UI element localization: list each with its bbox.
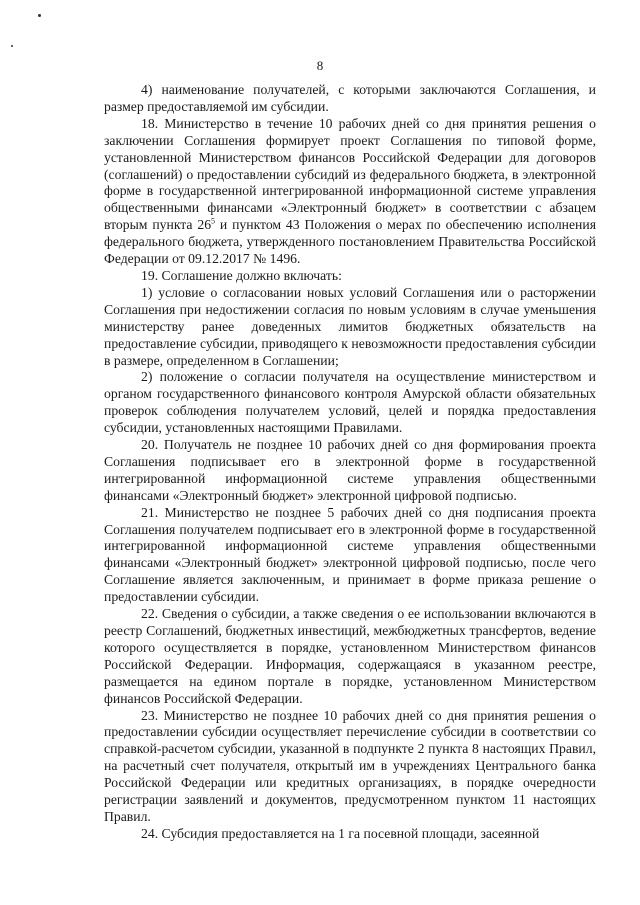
paragraph-24: 24. Субсидия предоставляется на 1 га посевной площади, засеянной [141, 825, 540, 841]
paragraph-18 [104, 116, 596, 268]
paragraph-17-4: 4) наименование получателей, с которыми заключаются Соглашения, и размер предоставляемой им субсидии. [104, 82, 596, 114]
scan-speck [38, 14, 41, 17]
paragraph-19: 19. Соглашение должно включать: [141, 267, 342, 283]
paragraph-19-1: 1) условие о согласовании новых условий Соглашения или о расторжении Соглашения при недостижении согласия по новым условиям в случае уменьшения министерству ранее доведенных лимитов бюджетных обязательств на предоставление субсидии, приводящего к невозможности предоставления субсидии в размере, определенном в Соглашении; [104, 284, 596, 368]
paragraph-23: 23. Министерство не позднее 10 рабочих дней со дня принятия решения о предоставлении субсидии осуществляет перечисление субсидии в соответствии со справкой-расчетом субсидии, указанной в подпункте 2 пункта 8 настоящих Правил, на расчетный счет получателя, открытый им в учреждениях Центрального банка Российской Федерации или кредитных организациях, в порядке очередности регистрации заявлений и документов, предусмотренном пунктом 11 настоящих Правил. [104, 707, 596, 824]
document-body [104, 82, 596, 843]
paragraph-22: 22. Сведения о субсидии, а также сведения о ее использовании включаются в реестр Соглашений, бюджетных инвестиций, межбюджетных трансфертов, ведение которого осуществляется в порядке, установленном Министерством финансов Российской Федерации. Информация, содержащаяся в указанном реестре, размещается на едином портале в порядке, установленном Министерством финансов Российской Федерации. [104, 606, 596, 706]
page-number: 8 [316, 58, 324, 73]
paragraph-19-2: 2) положение о согласии получателя на осуществление министерством и органом государственного финансового контроля Амурской области обязательных проверок соблюдения получателем условий, целей и порядка предоставления субсидии, установленных настоящими Правилами. [104, 369, 596, 436]
footnote-superscript: 5 [211, 216, 216, 226]
paragraph-21: 21. Министерство не позднее 5 рабочих дней со дня подписания проекта Соглашения получателем подписывает его в электронной форме в государственной интегрированной информационной системе управления общественными финансами «Электронный бюджет» электронной цифровой подписью, после чего Соглашение является заключенным, и принимает в форме приказа решение о предоставлении субсидии. [104, 504, 596, 605]
paragraph-18-text-b: и пунктом 43 Положения о мерах по обеспечению исполнения федерального бюджета, утвержденного постановлением Правительства Российской Федерации от 09.12.2017 № 1496. [104, 217, 596, 267]
paragraph-20: 20. Получатель не позднее 10 рабочих дней со дня формирования проекта Соглашения подписывает его в электронной форме в государственной интегрированной информационной системе управления общественными финансами «Электронный бюджет» электронной цифровой подписью. [104, 437, 596, 503]
paragraph-18-text-a: 18. Министерство в течение 10 рабочих дней со дня принятия решения о заключении Соглашения формирует проект Соглашения по типовой форме, установленной Министерством финансов Российской Федерации для договоров (соглашений) о предоставлении субсидий из федерального бюджета, в электронной форме в государственной интегрированной информационной системе управления общественными финансами «Электронный бюджет» в соответствии с абзацем вторым пункта 26 [104, 115, 596, 233]
scan-speck [11, 45, 13, 47]
